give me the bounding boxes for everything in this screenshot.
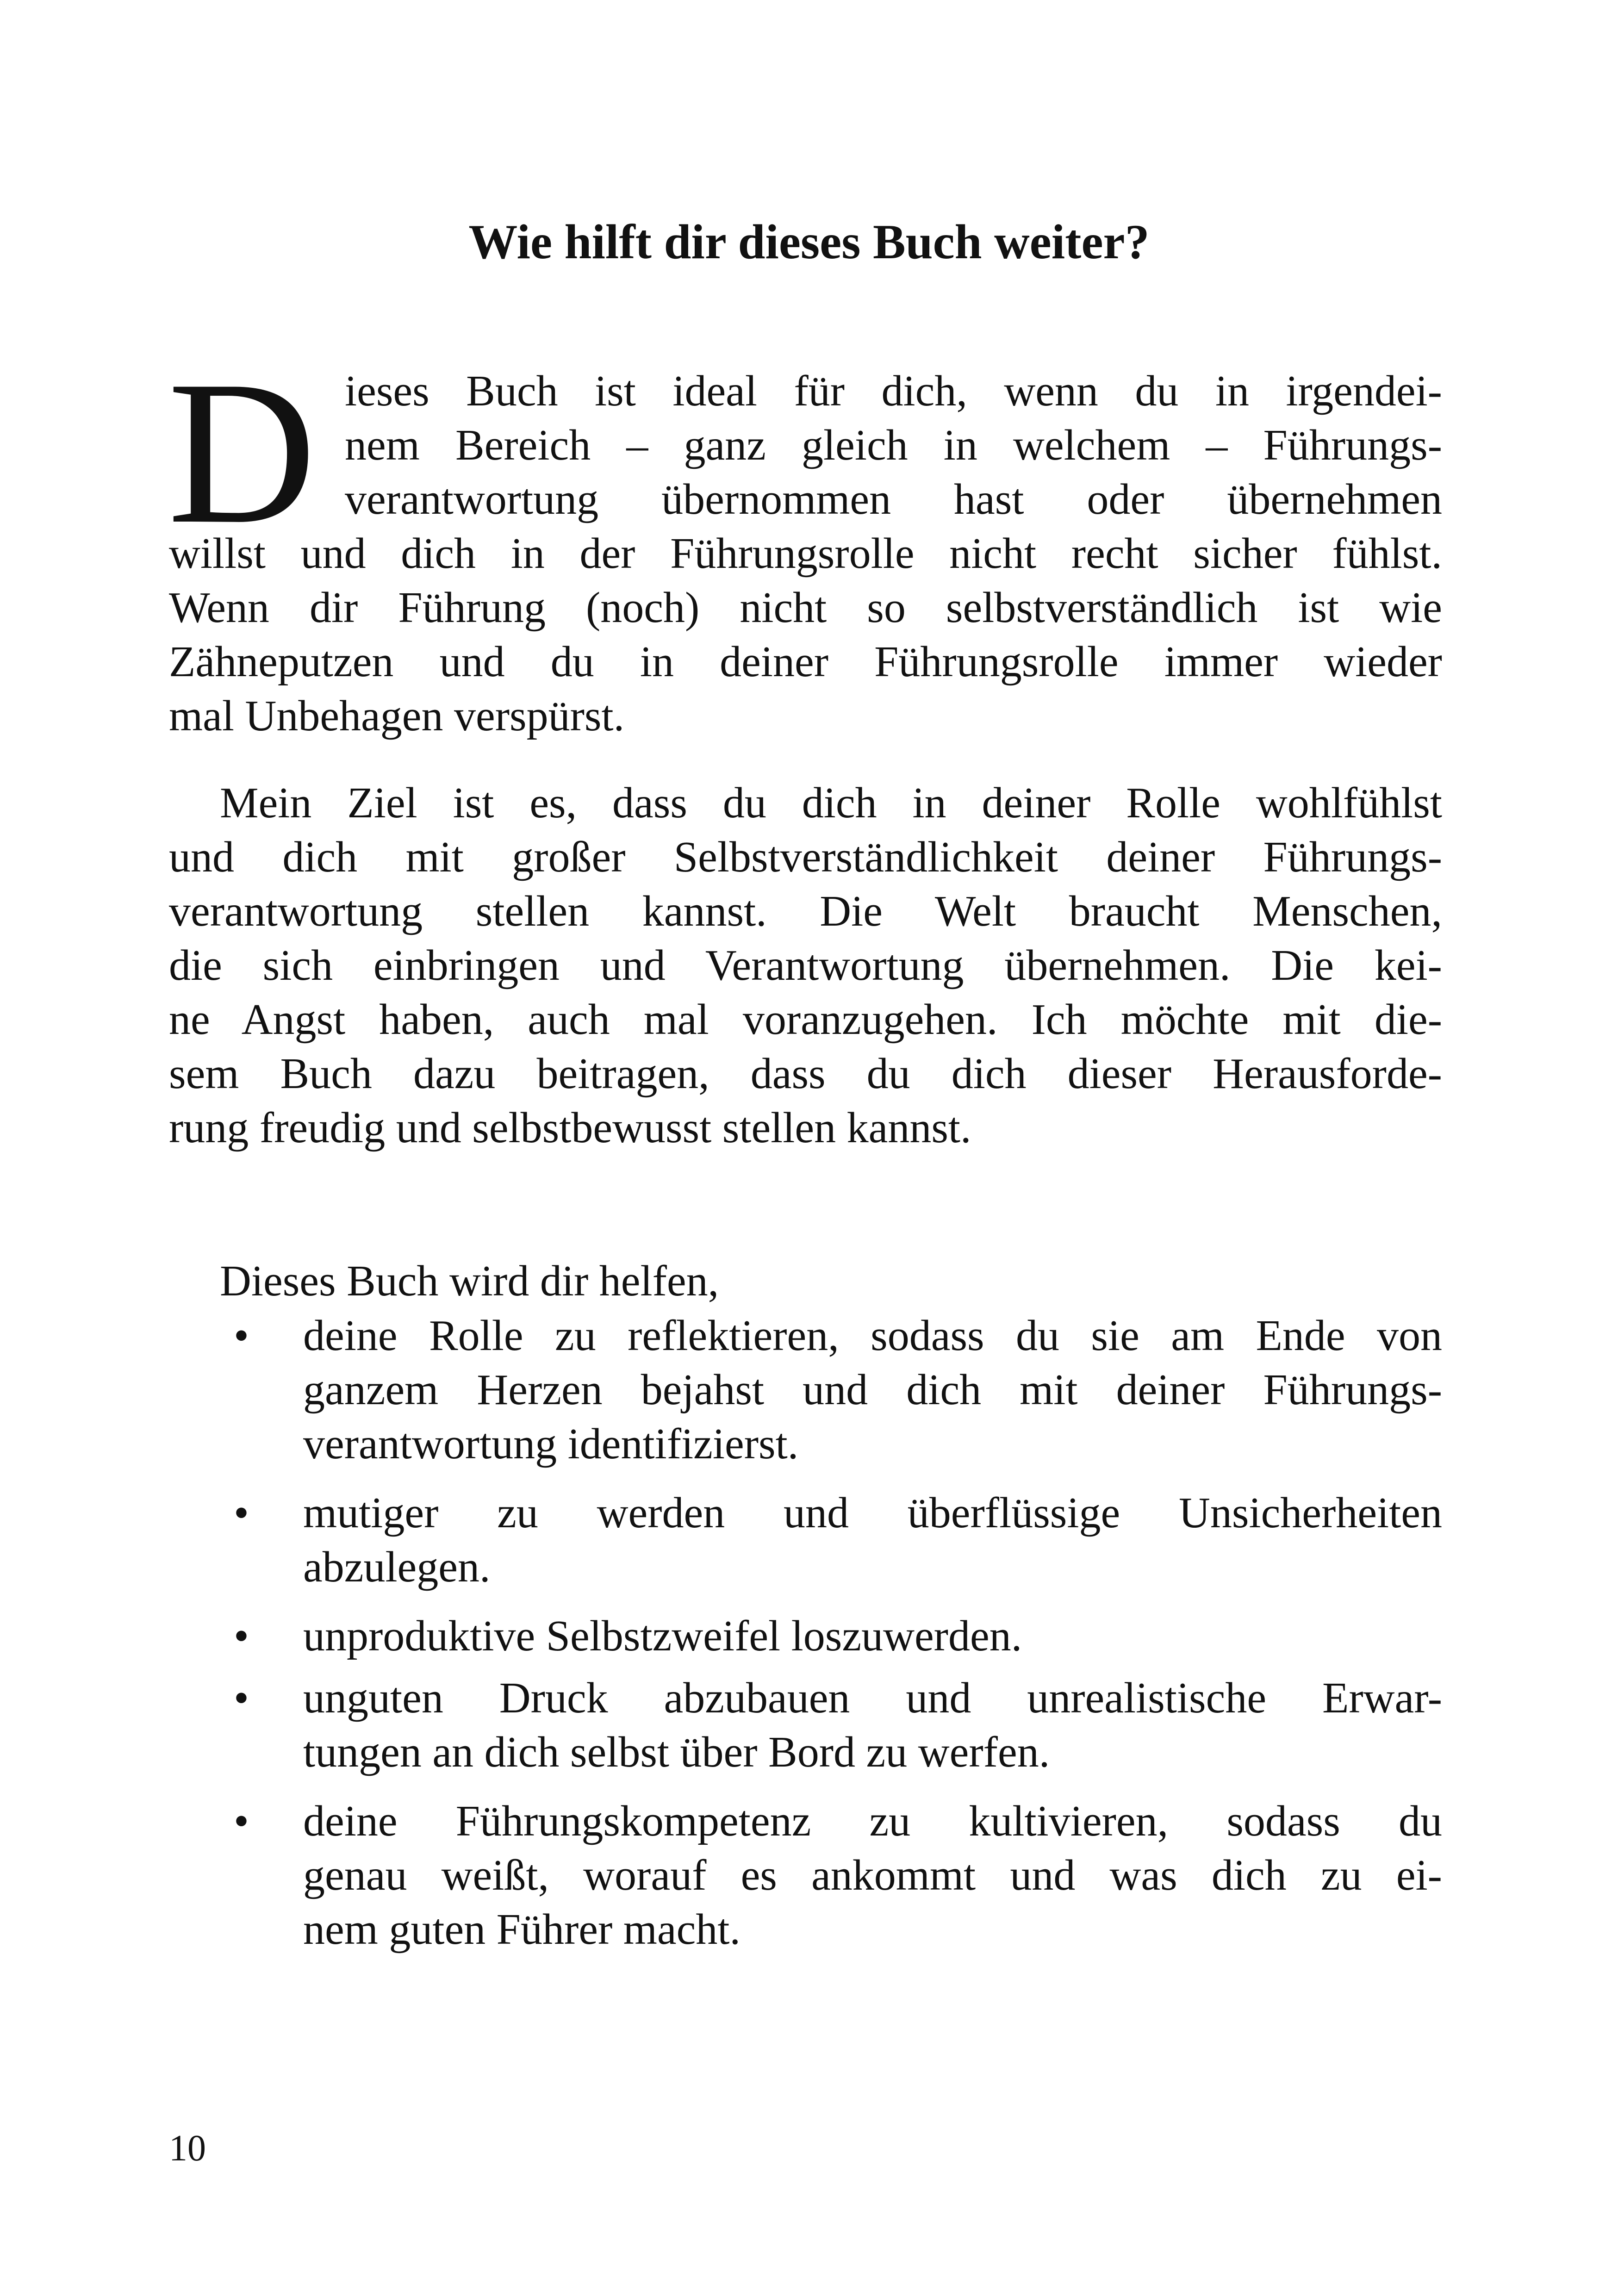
- list-item-line: unproduktive Selbstzweifel loszuwerden.: [303, 1612, 1022, 1660]
- paragraph-line: verantwortung übernommen hast oder übernehmen: [345, 475, 1442, 523]
- list-item-line: mutiger zu werden und überflüssige Unsicherheiten: [303, 1489, 1442, 1537]
- list-item-line: deine Führungskompetenz zu kultivieren, sodass du: [303, 1797, 1442, 1845]
- list-item-line: verantwortung identifizierst.: [303, 1420, 799, 1468]
- paragraph-line: Mein Ziel ist es, dass du dich in deiner Rolle wohlfühlst: [220, 779, 1442, 827]
- bullet-icon: •: [234, 1797, 249, 1845]
- bullet-icon: •: [234, 1489, 249, 1537]
- list-item-line: unguten Druck abzubauen und unrealistische Erwar-: [303, 1674, 1442, 1722]
- paragraph-line: nem Bereich – ganz gleich in welchem – Führungs-: [345, 421, 1442, 469]
- paragraph-line: Zähneputzen und du in deiner Führungsrolle immer wieder: [169, 638, 1442, 686]
- list-item-line: tungen an dich selbst über Bord zu werfen.: [303, 1728, 1050, 1776]
- list-item-line: genau weißt, worauf es ankommt und was dich zu ei-: [303, 1851, 1442, 1899]
- drop-cap: D: [168, 338, 317, 566]
- list-item-line: nem guten Führer macht.: [303, 1905, 741, 1954]
- list-item-line: deine Rolle zu reflektieren, sodass du sie am Ende von: [303, 1312, 1442, 1360]
- paragraph-line: verantwortung stellen kannst. Die Welt braucht Menschen,: [169, 887, 1442, 935]
- paragraph-line: ne Angst haben, auch mal voranzugehen. Ich möchte mit die-: [169, 996, 1442, 1044]
- paragraph-line: mal Unbehagen verspürst.: [169, 692, 625, 740]
- page-number: 10: [169, 2128, 206, 2169]
- bullet-icon: •: [234, 1674, 249, 1722]
- list-intro: Dieses Buch wird dir helfen,: [220, 1257, 719, 1305]
- bullet-icon: •: [234, 1612, 249, 1660]
- chapter-title: Wie hilft dir dieses Buch weiter?: [468, 215, 1150, 269]
- paragraph-line: und dich mit großer Selbstverständlichkeit deiner Führungs-: [169, 833, 1442, 881]
- paragraph-line: ieses Buch ist ideal für dich, wenn du in irgendei-: [345, 367, 1442, 415]
- paragraph-line: Wenn dir Führung (noch) nicht so selbstverständlich ist wie: [169, 584, 1442, 632]
- bullet-icon: •: [234, 1312, 249, 1360]
- list-item-line: ganzem Herzen bejahst und dich mit deiner Führungs-: [303, 1366, 1442, 1414]
- paragraph-line: rung freudig und selbstbewusst stellen kannst.: [169, 1104, 971, 1152]
- paragraph-line: sem Buch dazu beitragen, dass du dich dieser Herausforde-: [169, 1050, 1442, 1098]
- list-item-line: abzulegen.: [303, 1543, 491, 1591]
- paragraph-line: die sich einbringen und Verantwortung übernehmen. Die kei-: [169, 941, 1442, 989]
- paragraph-line: willst und dich in der Führungsrolle nicht recht sicher fühlst.: [169, 529, 1442, 578]
